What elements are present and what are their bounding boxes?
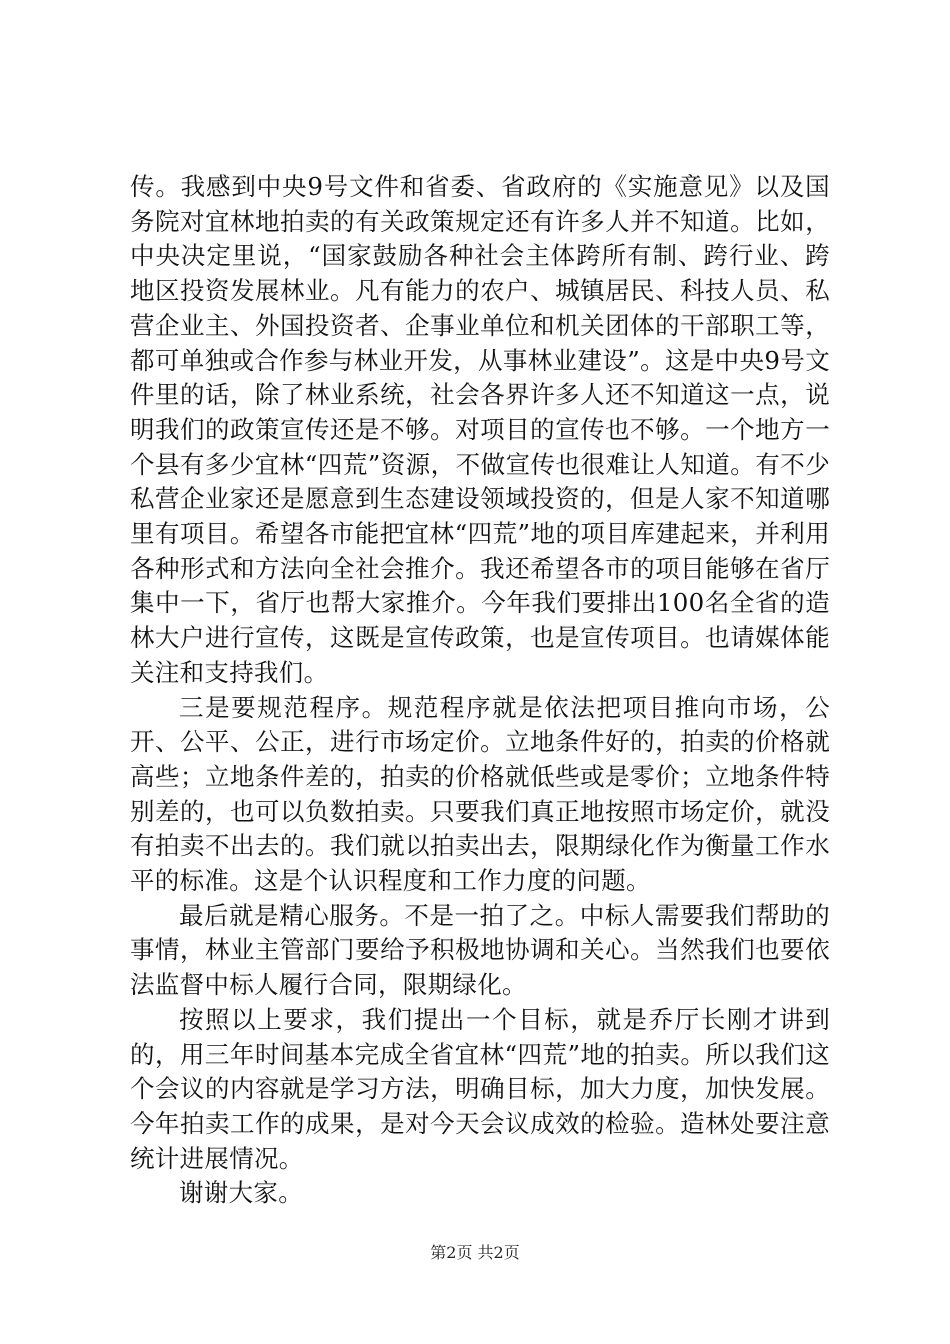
paragraph-careful-service: 最后就是精心服务。不是一拍了之。中标人需要我们帮助的事情，林业主管部门要给予积极地协调和关心。当然我们也要依法监督中标人履行合同，限期绿化。: [130, 900, 830, 1000]
paragraph-thanks: 谢谢大家。: [179, 1178, 303, 1208]
paragraph-continuation: 传。我感到中央9号文件和省委、省政府的《实施意见》以及国务院对宜林地拍卖的有关政策规定还有许多人并不知道。比如，中央决定里说，“国家鼓励各种社会主体跨所有制、跨行业、跨地区投资发展林业。凡有能力的农户、城镇居民、科技人员、私营企业主、外国投资者、企事业单位和机关团体的干部职工等，都可单独或合作参与林业开发，从事林业建设”。这是中央9号文件里的话，除了林业系统，社会各界许多人还不知道这一点，说明我们的政策宣传还是不够。对项目的宣传也不够。一个地方一个县有多少宜林“四荒”资源，不做宣传也很难让人知道。有不少私营企业家还是愿意到生态建设领域投资的，但是人家不知道哪里有项目。希望各市能把宜林“四荒”地的项目库建起来，并利用各种形式和方法向全社会推介。我还希望各市的项目能够在省厅集中一下，省厅也帮大家推介。今年我们要排出100名全省的造林大户进行宣传，这既是宣传政策，也是宣传项目。也请媒体能关注和支持我们。: [130, 172, 830, 687]
document-body: [130, 170, 830, 1211]
paragraph-goal: 按照以上要求，我们提出一个目标，就是乔厅长刚才讲到的，用三年时间基本完成全省宜林“四荒”地的拍卖。所以我们这个会议的内容就是学习方法，明确目标，加大力度，加快发展。今年拍卖工作的成果，是对今天会议成效的检验。造林处要注意统计进展情况。: [130, 1004, 830, 1173]
page-number-footer: 第2页 共2页: [430, 1243, 520, 1262]
paragraph-standardize-procedure: 三是要规范程序。规范程序就是依法把项目推向市场，公开、公平、公正，进行市场定价。立地条件好的，拍卖的价格就高些；立地条件差的，拍卖的价格就低些或是零价；立地条件特别差的，也可以负数拍卖。只要我们真正地按照市场定价，就没有拍卖不出去的。我们就以拍卖出去，限期绿化作为衡量工作水平的标准。这是个认识程度和工作力度的问题。: [130, 692, 830, 896]
